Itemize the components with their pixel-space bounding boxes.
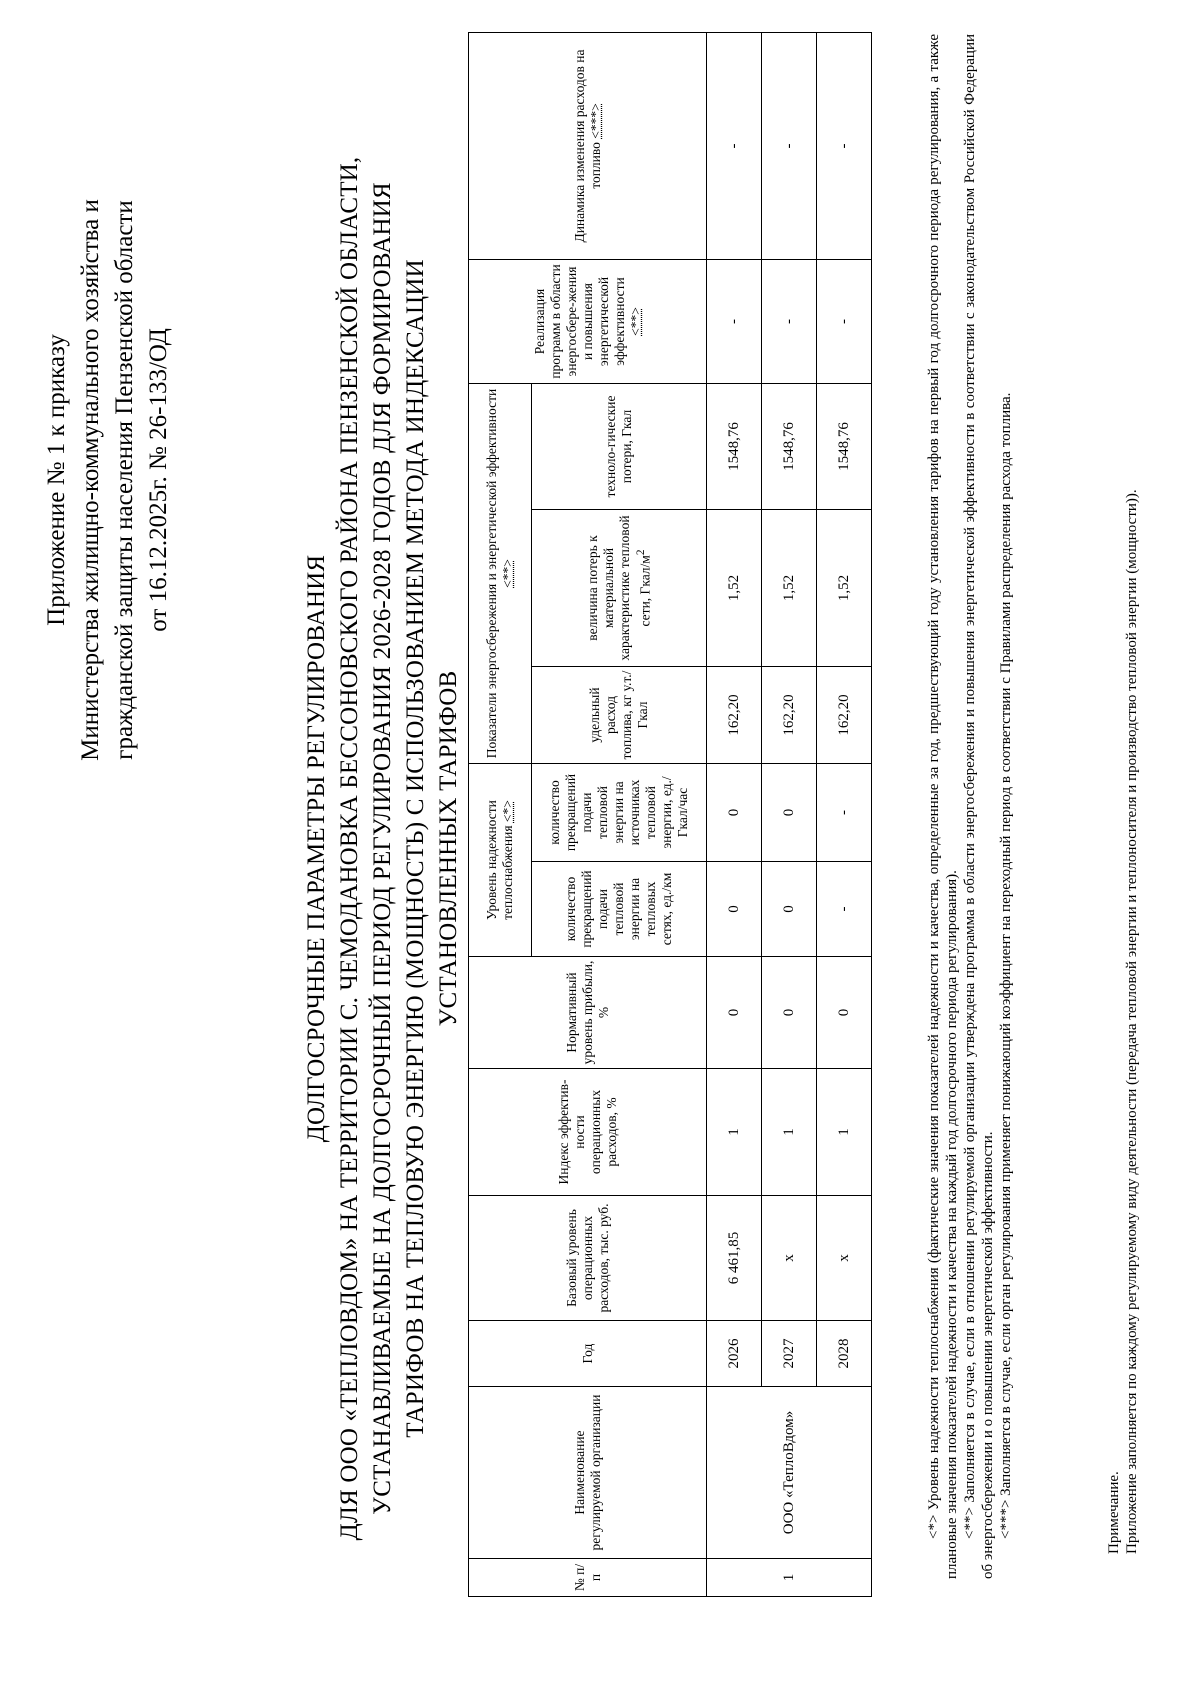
cell-base-opex: 6 461,85	[707, 1196, 762, 1321]
footnote-1: <*> Уровень надежности теплоснабжения (фактические значения показателей надежности и качества, определенные за год, предшествующий году установления тарифов на первый год долгосрочного периода регулирования, а также плановые значения показателей надежности и качества на каждый год долгосрочного периода регулирования).	[926, 34, 960, 1579]
remark-title: Примечание.	[1106, 1471, 1122, 1554]
footnotes	[925, 34, 1015, 1579]
cell-fuel-dynamics: -	[707, 33, 762, 260]
reliability-group-label: Уровень надежности теплоснабжения	[484, 800, 515, 920]
cell-rel-network: -	[817, 862, 872, 957]
title-line: ДЛЯ ООО «ТЕПЛОВДОМ» НА ТЕРРИТОРИИ С. ЧЕМОДАНОВКА БЕССОНОВСКОГО РАЙОНА ПЕНЗЕНСКОЙ ОБЛАСТИ,	[336, 156, 363, 1541]
cell-tech-loss: 1548,76	[817, 384, 872, 510]
header-num: № п/п	[469, 1559, 707, 1597]
cell-fuel-rate: 162,20	[762, 667, 817, 764]
cell-base-opex: x	[817, 1196, 872, 1321]
cell-program: -	[817, 260, 872, 384]
cell-year: 2026	[707, 1321, 762, 1387]
cell-program: -	[762, 260, 817, 384]
cell-tech-loss: 1548,76	[762, 384, 817, 510]
header-fuel-rate: удельный расход топлива, кг у.т./Гкал	[532, 667, 707, 764]
header-program	[469, 260, 707, 384]
footnote-mark: <**>	[500, 559, 515, 588]
document-title	[300, 40, 465, 1657]
header-rel-network: количество прекращений подачи тепловой энергии на тепловых сетях, ед./км	[532, 862, 707, 957]
cell-profit: 0	[762, 957, 817, 1069]
parameters-table	[468, 32, 872, 1597]
cell-rel-network: 0	[762, 862, 817, 957]
header-org: Наименование регулируемой организации	[469, 1387, 707, 1559]
cell-rel-source: 0	[762, 764, 817, 862]
footnote-3: <***> Заполняется в случае, если орган регулирования применяет понижающий коэффициент на переходный период в соответствии с Правилами распределения расхода топлива.	[998, 392, 1014, 1539]
header-rel-source: количество прекращений подачи тепловой энергии на источниках тепловой энергии, ед./Гкал/час	[532, 764, 707, 862]
header-line: Министерства жилищно-коммунального хозяйства и	[77, 199, 104, 761]
cell-tech-loss: 1548,76	[707, 384, 762, 510]
header-line: Приложение № 1 к приказу	[43, 334, 70, 626]
cell-index: 1	[762, 1069, 817, 1196]
title-line: ДОЛГОСРОЧНЫЕ ПАРАМЕТРЫ РЕГУЛИРОВАНИЯ	[303, 554, 330, 1143]
cell-profit: 0	[817, 957, 872, 1069]
header-tech-loss: техноло-гические потери, Гкал	[532, 384, 707, 510]
cell-loss-ratio: 1,52	[762, 510, 817, 667]
cell-rel-source: 0	[707, 764, 762, 862]
cell-base-opex: x	[762, 1196, 817, 1321]
cell-year: 2027	[762, 1321, 817, 1387]
header-year: Год	[469, 1321, 707, 1387]
footnote-mark: <***>	[587, 103, 603, 139]
title-line: ТАРИФОВ НА ТЕПЛОВУЮ ЭНЕРГИЮ (МОЩНОСТЬ) С ИСПОЛЬЗОВАНИЕМ МЕТОДА ИНДЕКСАЦИИ	[402, 259, 429, 1438]
order-header	[40, 100, 176, 860]
table-row	[707, 33, 762, 1597]
title-line: УСТАНОВЛЕННЫХ ТАРИФОВ	[435, 670, 462, 1027]
efficiency-group-label: Показатели энергосбережения и энергетической эффективности	[484, 388, 499, 759]
cell-rel-network: 0	[707, 862, 762, 957]
fuel-dynamics-label: Динамика изменения расходов на топливо	[571, 49, 603, 243]
cell-row-num: 1	[707, 1559, 872, 1597]
cell-fuel-rate: 162,20	[817, 667, 872, 764]
cell-loss-ratio: 1,52	[707, 510, 762, 667]
cell-profit: 0	[707, 957, 762, 1069]
cell-fuel-dynamics: -	[817, 33, 872, 260]
cell-index: 1	[817, 1069, 872, 1196]
footnote-2: <**> Заполняется в случае, если в отношении регулируемой организации утверждена программа в области энергосбережения и повышения энергетической эффективности в соответствии с законодательством Российской Федерации об энергосбережении и о повышении энергетической эффективности.	[962, 34, 996, 1579]
header-profit: Нормативный уровень прибыли, %	[469, 957, 707, 1069]
footnote-mark: <*>	[500, 800, 515, 823]
header-fuel-dynamics	[469, 33, 707, 260]
header-loss-ratio: величина потерь к материальной характеристике тепловой сети, Гкал/$м^2$	[532, 510, 707, 667]
table-row	[817, 33, 872, 1597]
header-base-opex: Базовый уровень операционных расходов, тыс. руб.	[469, 1196, 707, 1321]
remark-text: Приложение заполняется по каждому регулируемому виду деятельности (передача тепловой энергии и теплоносителя и производство тепловой энергии (мощности)).	[1124, 489, 1140, 1554]
cell-index: 1	[707, 1069, 762, 1196]
table-row	[762, 33, 817, 1597]
cell-year: 2028	[817, 1321, 872, 1387]
program-label: Реализация программ в области энергосбере-жения и повышения энергетической эффективности	[531, 264, 627, 379]
cell-org: ООО «ТеплоВдом»	[707, 1387, 872, 1559]
cell-fuel-dynamics: -	[762, 33, 817, 260]
cell-program: -	[707, 260, 762, 384]
header-reliability-group	[469, 764, 532, 957]
footnote-mark: <**>	[627, 307, 643, 336]
cell-rel-source: -	[817, 764, 872, 862]
header-efficiency-index: Индекс эффектив-ности операционных расходов, %	[469, 1069, 707, 1196]
header-line: от 16.12.2025г. № 26-133/ОД	[145, 328, 172, 632]
cell-loss-ratio: 1,52	[817, 510, 872, 667]
title-line: УСТАНАВЛИВАЕМЫЕ НА ДОЛГОСРОЧНЫЙ ПЕРИОД РЕГУЛИРОВАНИЯ 2026-2028 ГОДОВ ДЛЯ ФОРМИРОВАНИЯ	[369, 182, 396, 1515]
cell-fuel-rate: 162,20	[707, 667, 762, 764]
header-efficiency-group	[469, 384, 532, 764]
header-line: гражданской защиты населения Пензенской области	[111, 200, 138, 760]
remark-block	[1105, 179, 1141, 1579]
